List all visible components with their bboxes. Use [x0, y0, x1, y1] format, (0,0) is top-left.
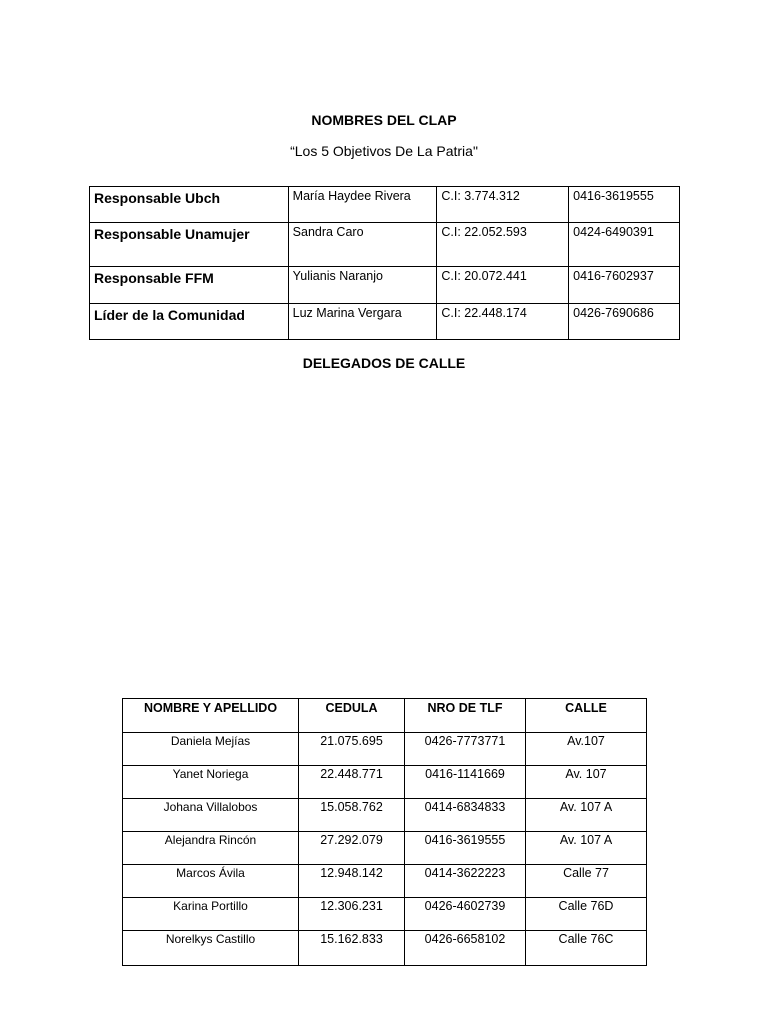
table-row [90, 304, 680, 340]
phone-cell: 0414-6834833 [405, 799, 526, 832]
name-cell: Sandra Caro [288, 223, 437, 267]
ci-cell: C.I: 22.052.593 [437, 223, 569, 267]
name-cell: Alejandra Rincón [123, 832, 299, 865]
column-header: NOMBRE Y APELLIDO [123, 699, 299, 733]
role-cell: Líder de la Comunidad [90, 304, 289, 340]
delegados-table [122, 698, 647, 966]
cedula-cell: 12.306.231 [299, 898, 405, 931]
table-row [90, 187, 680, 223]
phone-cell: 0416-1141669 [405, 766, 526, 799]
street-cell: Av. 107 [526, 766, 647, 799]
column-header: CEDULA [299, 699, 405, 733]
name-cell: Norelkys Castillo [123, 931, 299, 966]
column-header: CALLE [526, 699, 647, 733]
section-title: DELEGADOS DE CALLE [302, 355, 466, 371]
phone-cell: 0416-3619555 [405, 832, 526, 865]
document-title: NOMBRES DEL CLAP [311, 112, 457, 128]
ci-cell: C.I: 22.448.174 [437, 304, 569, 340]
responsables-table [89, 186, 680, 340]
street-cell: Calle 76C [526, 931, 647, 966]
phone-cell: 0426-6658102 [405, 931, 526, 966]
name-cell: Yulianis Naranjo [288, 267, 437, 304]
column-header: NRO DE TLF [405, 699, 526, 733]
table-row [123, 898, 647, 931]
name-cell: Yanet Noriega [123, 766, 299, 799]
role-cell: Responsable Unamujer [90, 223, 289, 267]
table-row [123, 832, 647, 865]
table-row [123, 865, 647, 898]
phone-cell: 0416-3619555 [569, 187, 680, 223]
name-cell: Daniela Mejías [123, 733, 299, 766]
phone-cell: 0416-7602937 [569, 267, 680, 304]
table-row [123, 799, 647, 832]
street-cell: Calle 77 [526, 865, 647, 898]
role-cell: Responsable Ubch [90, 187, 289, 223]
phone-cell: 0414-3622223 [405, 865, 526, 898]
table-row [123, 766, 647, 799]
phone-cell: 0426-7690686 [569, 304, 680, 340]
cedula-cell: 21.075.695 [299, 733, 405, 766]
name-cell: Marcos Ávila [123, 865, 299, 898]
cedula-cell: 15.162.833 [299, 931, 405, 966]
name-cell: Karina Portillo [123, 898, 299, 931]
phone-cell: 0426-4602739 [405, 898, 526, 931]
cedula-cell: 27.292.079 [299, 832, 405, 865]
name-cell: Johana Villalobos [123, 799, 299, 832]
table-row [123, 733, 647, 766]
name-cell: María Haydee Rivera [288, 187, 437, 223]
street-cell: Av. 107 A [526, 799, 647, 832]
name-cell: Luz Marina Vergara [288, 304, 437, 340]
street-cell: Av. 107 A [526, 832, 647, 865]
ci-cell: C.I: 20.072.441 [437, 267, 569, 304]
table-row [90, 267, 680, 304]
table-row [123, 931, 647, 966]
phone-cell: 0426-7773771 [405, 733, 526, 766]
cedula-cell: 15.058.762 [299, 799, 405, 832]
document-subtitle: “Los 5 Objetivos De La Patria" [290, 143, 478, 159]
table-row [90, 223, 680, 267]
ci-cell: C.I: 3.774.312 [437, 187, 569, 223]
street-cell: Av.107 [526, 733, 647, 766]
cedula-cell: 12.948.142 [299, 865, 405, 898]
street-cell: Calle 76D [526, 898, 647, 931]
phone-cell: 0424-6490391 [569, 223, 680, 267]
role-cell: Responsable FFM [90, 267, 289, 304]
cedula-cell: 22.448.771 [299, 766, 405, 799]
header-row [123, 699, 647, 733]
